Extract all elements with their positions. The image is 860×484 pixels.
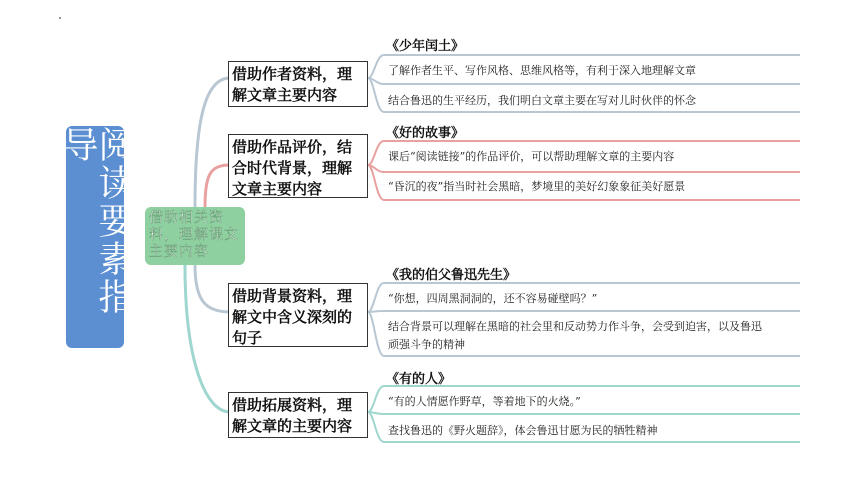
connector-b4-mid <box>368 412 800 414</box>
book-title-bofu-luxun: 《我的伯父鲁迅先生》 <box>386 268 517 283</box>
central-topic: 借助相关资料，理解课文主要内容 <box>145 207 245 265</box>
book-title-hao-de-gushi: 《好的故事》 <box>386 126 465 141</box>
note-extension-2: 查找鲁迅的《野火题辞》，体会鲁迅甘愿为民的牺牲精神 <box>388 424 658 437</box>
book-title-you-de-ren: 《有的人》 <box>386 372 452 387</box>
note-extension-1: “有的人情愿作野草，等着地下的火烧。” <box>388 395 581 408</box>
branch-box-background: 借助背景资料，理解文中含义深刻的句子 <box>228 283 368 347</box>
book-title-shaonian-runtu: 《少年闰土》 <box>386 39 465 54</box>
note-evaluation-1: 课后“阅读链接”的作品评价，可以帮助理解文章的主要内容 <box>388 150 675 163</box>
connector-b2-mid <box>368 165 800 172</box>
connector-branch-2 <box>205 165 230 207</box>
note-background-1: “你想，四周黑洞洞的，还不容易碰壁吗？” <box>388 292 598 305</box>
decorative-dot <box>59 17 61 19</box>
connector-b3-mid <box>368 311 800 312</box>
note-author-1: 了解作者生平、写作风格、思维风格等，有利于深入地理解文章 <box>388 64 696 77</box>
connector-branch-4 <box>185 265 230 412</box>
note-background-2: 结合背景可以理解在黑暗的社会里和反动势力作斗争，会受到迫害，以及鲁迅顽强斗争的精神 <box>388 320 762 351</box>
connector-branch-3 <box>195 265 230 312</box>
note-evaluation-2: “昏沉的夜”指当时社会黑暗，梦境里的美好幻象象征美好愿景 <box>388 180 686 193</box>
branch-box-author: 借助作者资料，理解文章主要内容 <box>228 61 368 107</box>
main-title: 阅读要素指导 <box>57 126 134 316</box>
branch-box-evaluation: 借助作品评价，结合时代背景，理解文章主要内容 <box>228 134 368 198</box>
title-box <box>57 126 134 348</box>
connector-branch-1 <box>195 78 230 207</box>
note-author-2: 结合鲁迅的生平经历，我们明白文章主要在写对儿时伙伴的怀念 <box>388 94 696 107</box>
branch-box-extension: 借助拓展资料，理解文章的主要内容 <box>228 392 368 438</box>
